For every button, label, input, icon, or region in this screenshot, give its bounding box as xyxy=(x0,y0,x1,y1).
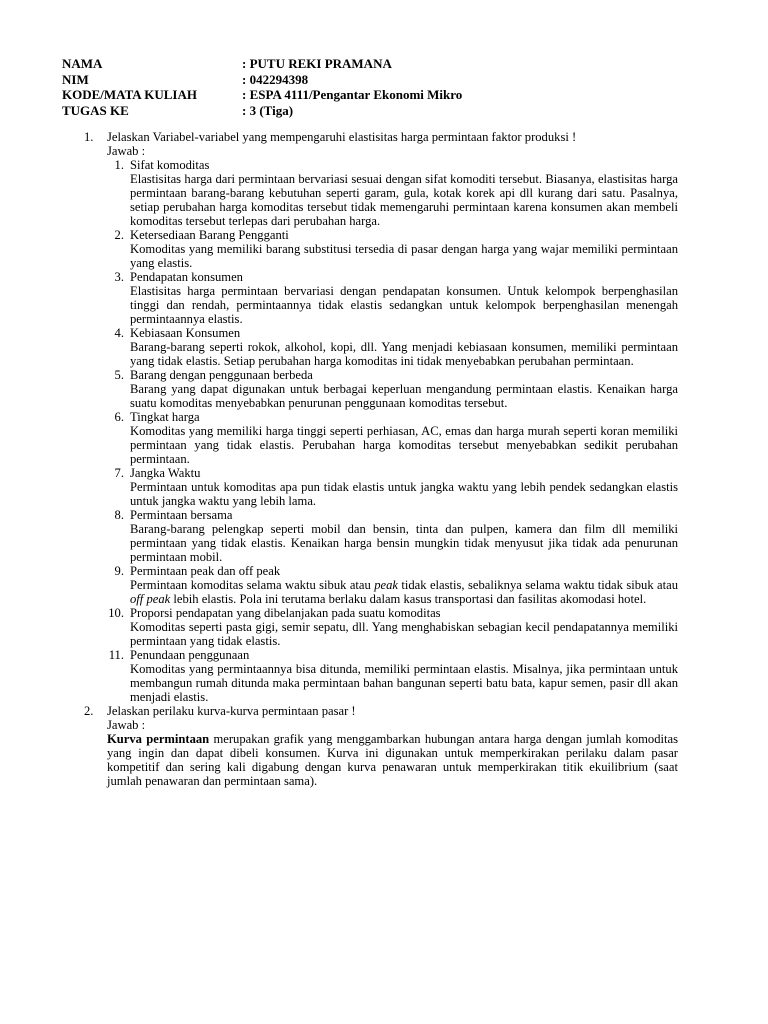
item-number: 11. xyxy=(108,648,124,662)
list-item xyxy=(0,508,768,564)
variable-list xyxy=(0,158,768,704)
peak-term: peak xyxy=(374,578,398,592)
header-label: TUGAS KE xyxy=(62,102,129,118)
list-item xyxy=(0,228,768,270)
item-title: Permintaan bersama xyxy=(130,508,233,522)
item-title: Penundaan penggunaan xyxy=(130,648,250,662)
item-body-text: tidak elastis, sebaliknya selama waktu tidak sibuk atau xyxy=(397,578,678,592)
question-2 xyxy=(0,704,768,788)
list-item xyxy=(0,466,768,508)
answer-term: Kurva permintaan xyxy=(107,732,210,746)
item-number: 4. xyxy=(114,326,124,340)
header-label: NIM xyxy=(62,71,89,87)
off-peak-term: off peak xyxy=(130,592,171,606)
header-value: : PUTU REKI PRAMANA xyxy=(242,56,392,71)
item-body: Barang yang dapat digunakan untuk berbagai keperluan mengandung permintaan elastis. Kenaikan harga suatu komoditas menyebabkan penurunan penggunaan komoditas tersebut. xyxy=(130,382,678,410)
document-body xyxy=(0,130,768,788)
header-label: NAMA xyxy=(62,56,103,71)
answer-label: Jawab : xyxy=(107,718,146,732)
list-item xyxy=(0,606,768,648)
item-title: Sifat komoditas xyxy=(130,158,210,172)
student-header xyxy=(62,56,462,118)
item-number: 10. xyxy=(108,606,124,620)
header-row-nim xyxy=(62,72,462,88)
item-body: Komoditas yang memiliki harga tinggi seperti perhiasan, AC, emas dan harga murah seperti koran memiliki permintaan yang tidak elastis. Perubahan harga komoditas tersebut menyebabkan sedikit perubahan permintaan. xyxy=(130,424,678,466)
list-item xyxy=(0,648,768,704)
item-number: 1. xyxy=(114,158,124,172)
item-title: Permintaan peak dan off peak xyxy=(130,564,281,578)
item-number: 5. xyxy=(114,368,124,382)
item-body: Elastisitas harga permintaan bervariasi dengan pendapatan konsumen. Untuk kelompok berpenghasilan tinggi dan rendah, permintaannya tidak elastis sedangkan untuk kelompok berpenghasilan menengah permintaannya elastis. xyxy=(130,284,678,326)
list-item xyxy=(0,270,768,326)
header-value: : 042294398 xyxy=(242,71,309,87)
header-row-tugas xyxy=(62,103,462,119)
answer-label: Jawab : xyxy=(107,144,146,158)
item-body xyxy=(130,578,678,606)
question-1 xyxy=(0,130,768,704)
answer-text: merupakan grafik yang menggambarkan hubungan antara harga dengan jumlah komoditas yang ingin dan dapat dibeli konsumen. Kurva ini digunakan untuk memperkirakan perilaku dalam pasar kompetitif dan sering kali digabung dengan kurva penawaran untuk memperkirakan titik ekuilibrium (saat jumlah penawaran dan permintaan sama). xyxy=(107,732,679,788)
list-item xyxy=(0,410,768,466)
question-text: Jelaskan Variabel-variabel yang mempengaruhi elastisitas harga permintaan faktor produksi ! xyxy=(107,130,577,144)
question-text: Jelaskan perilaku kurva-kurva permintaan pasar ! xyxy=(107,704,356,718)
item-body: Barang-barang pelengkap seperti mobil dan bensin, tinta dan pulpen, kamera dan film dll memiliki permintaan yang tidak elastis. Kenaikan harga bensin mungkin tidak menyusut jika tidak ada penurunan permintaan mobil. xyxy=(130,522,678,564)
item-number: 6. xyxy=(114,410,124,424)
header-row-kode xyxy=(62,87,462,103)
question-number: 1. xyxy=(84,130,94,144)
header-label: KODE/MATA KULIAH xyxy=(62,87,197,102)
item-title: Ketersediaan Barang Pengganti xyxy=(130,228,289,242)
header-row-nama xyxy=(62,56,462,72)
header-value: : ESPA 4111/Pengantar Ekonomi Mikro xyxy=(242,87,463,102)
item-number: 9. xyxy=(114,564,124,578)
item-body: Komoditas yang memiliki barang substitusi tersedia di pasar dengan harga yang wajar memiliki permintaan yang elastis. xyxy=(130,242,678,270)
item-number: 3. xyxy=(114,270,124,284)
item-body: Komoditas yang permintaannya bisa ditunda, memiliki permintaan elastis. Misalnya, jika permintaan untuk membangun rumah ditunda maka permintaan bahan bangunan seperti batu bata, kapur semen, pasir dll akan menjadi elastis. xyxy=(130,662,678,704)
list-item xyxy=(0,158,768,228)
item-number: 8. xyxy=(114,508,124,522)
item-title: Tingkat harga xyxy=(130,410,200,424)
list-item xyxy=(0,368,768,410)
header-value: : 3 (Tiga) xyxy=(242,102,294,118)
item-body: Barang-barang seperti rokok, alkohol, kopi, dll. Yang menjadi kebiasaan konsumen, memiliki permintaan yang tidak elastis. Setiap perubahan harga komoditas ini tidak menyebabkan perubahan permintaan. xyxy=(130,340,678,368)
item-title: Jangka Waktu xyxy=(130,466,201,480)
item-body: Komoditas seperti pasta gigi, semir sepatu, dll. Yang menghabiskan sebagian kecil pendapatannya memiliki permintaan yang tidak elastis. xyxy=(130,620,678,648)
list-item xyxy=(0,326,768,368)
item-title: Barang dengan penggunaan berbeda xyxy=(130,368,313,382)
item-number: 7. xyxy=(114,466,124,480)
item-body: Elastisitas harga dari permintaan bervariasi sesuai dengan sifat komoditi tersebut. Biasanya, elastisitas harga permintaan barang-barang kebutuhan seperti garam, gula, kotak korek api dll kurang dari satu. Pasalnya, setiap perubahan harga komoditas tersebut tidak memengaruhi permintaan karena konsumen akan membeli komoditas tersebut terlepas dari perubahan harga. xyxy=(130,172,678,228)
question-number: 2. xyxy=(84,704,94,718)
item-body: Permintaan untuk komoditas apa pun tidak elastis untuk jangka waktu yang lebih pendek sedangkan elastis untuk jangka waktu yang lebih lama. xyxy=(130,480,678,508)
answer-paragraph xyxy=(107,732,678,788)
item-title: Pendapatan konsumen xyxy=(130,270,243,284)
list-item xyxy=(0,564,768,606)
item-title: Kebiasaan Konsumen xyxy=(130,326,241,340)
item-number: 2. xyxy=(114,228,124,242)
item-title: Proporsi pendapatan yang dibelanjakan pada suatu komoditas xyxy=(130,606,441,620)
item-body-text: lebih elastis. Pola ini terutama berlaku dalam kasus transportasi dan fasilitas akomodasi hotel. xyxy=(170,592,647,606)
item-body-text: Permintaan komoditas selama waktu sibuk atau xyxy=(130,578,375,592)
